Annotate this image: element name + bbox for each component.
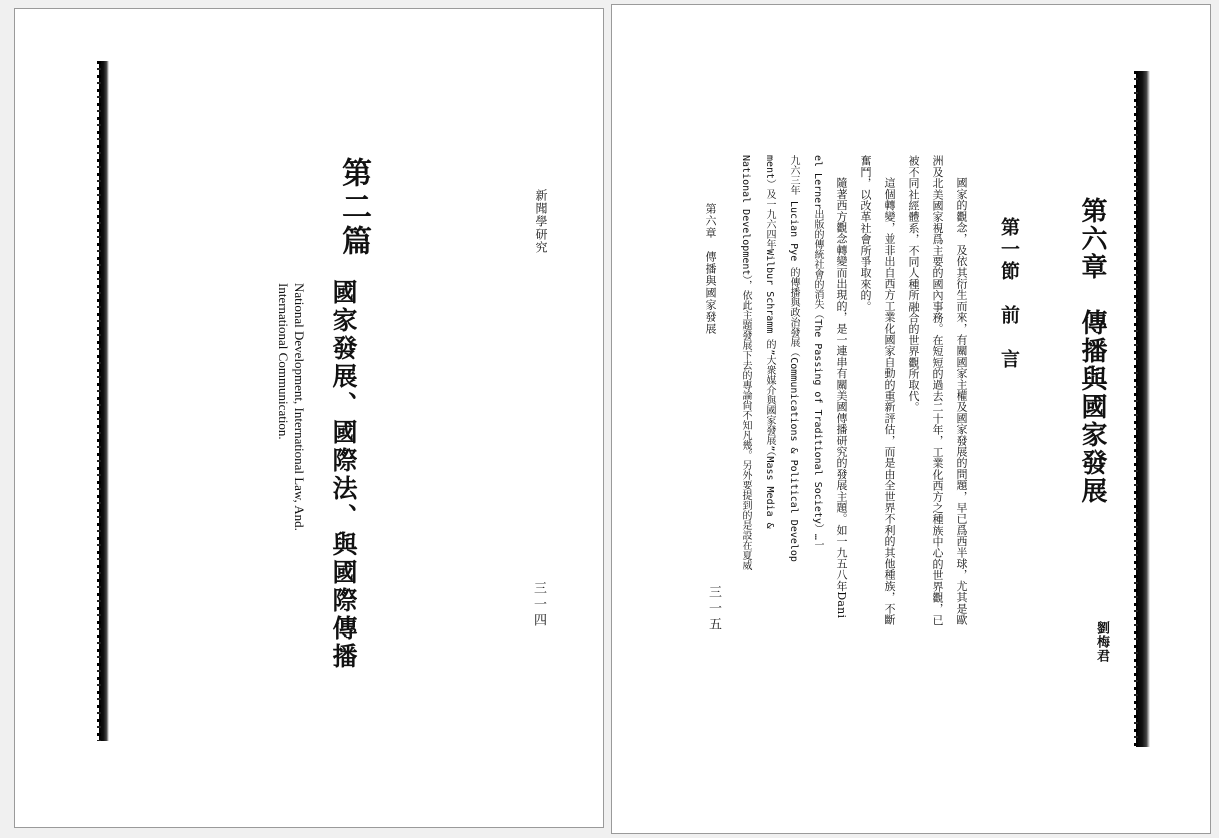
part-title: 國家發展、國際法、與國際傳播 (329, 279, 358, 671)
body-column-6: 隨著西方觀念轉變而出現的，是一連串有關美國傳播研究的發展主題。如一九五八年Dani (835, 177, 848, 619)
binding-shadow-left (99, 61, 109, 741)
running-head: 新聞學研究 (534, 189, 548, 254)
running-foot: 第六章 傳播與國家發展 (704, 203, 717, 335)
left-page (14, 8, 604, 828)
body-column-1: 國家的觀念，及依其衍生而來，有關國家主權及國家發展的問題，早已爲西半球，尤其是歐 (955, 177, 968, 625)
body-column-10: National Development），依此主題發展下去的專論尙不知凡幾。另外要提到的是設在夏威 (740, 155, 751, 571)
right-page (611, 4, 1211, 834)
body-column-7: el Lerner出版的傳統社會的消失（The Passing of Traditional Society）…一 (812, 155, 823, 550)
body-column-8: 九六三年 Lucian Pye 的傳播與政治發展（Communications & Political Develop (788, 155, 799, 562)
page-number-left: 三一四 (531, 581, 546, 629)
body-column-9: ment）及一九六四年Wilbur Schramm 的”大衆媒介與國家發展”（Mass Media & (764, 155, 775, 529)
page-number-right: 三一五 (706, 585, 721, 633)
english-title-line2: International Communication. (276, 283, 291, 440)
author-name: 劉梅君 (1094, 621, 1109, 663)
part-label: 第二篇 (336, 157, 371, 259)
body-column-3: 被不同社經體系，不同人種所融合的世界觀所取代。 (907, 155, 920, 413)
binding-shadow-right (1136, 71, 1150, 747)
english-title-line1: National Development, International Law, And. (292, 283, 307, 531)
body-column-4: 這個轉變，並非出自西方工業化國家自動的重新評估，而是由全世界不利的其他種族，不斷 (883, 177, 896, 625)
section-title: 第一節 前 言 (998, 217, 1020, 371)
body-column-2: 洲及北美國家視爲主要的國內事務。在短短的過去二十年，工業化西方之種族中心的世界觀，已 (931, 155, 944, 626)
body-column-5: 奮鬥，以改革社會所爭取來的。 (859, 155, 872, 312)
chapter-title: 第六章 傳播與國家發展 (1077, 197, 1107, 505)
